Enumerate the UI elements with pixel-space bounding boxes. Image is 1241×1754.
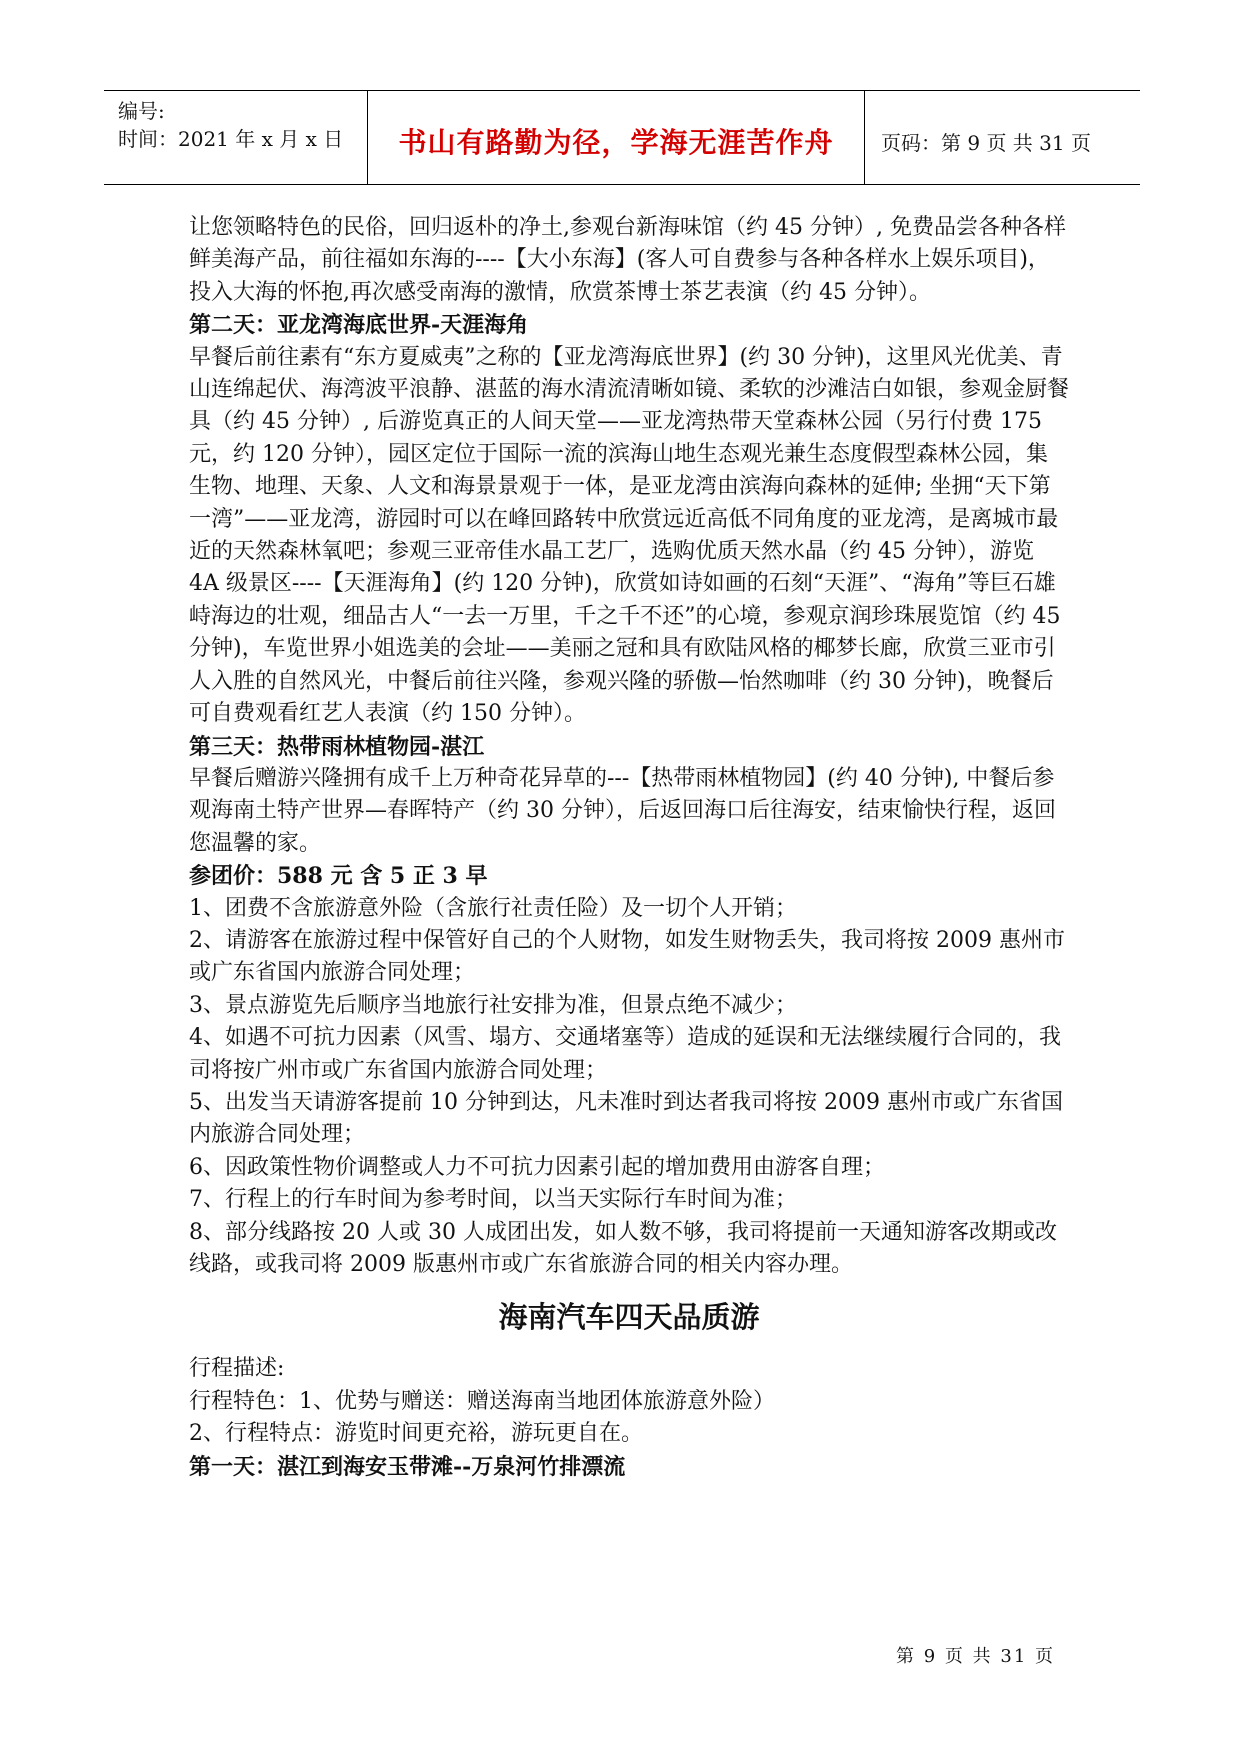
header-page-cell <box>865 91 1140 184</box>
paragraph: 2、行程特点：游览时间更充裕，游玩更自在。 <box>189 1421 643 1447</box>
note-item: 4、如遇不可抗力因素（风雪、塌方、交通堵塞等）造成的延误和无法继续履行合同的，我司将按广州市或广东省国内旅游合同处理； <box>189 1025 1062 1083</box>
paragraph: 行程描述: <box>189 1356 285 1382</box>
note-item: 2、请游客在旅游过程中保管好自己的个人财物，如发生财物丢失，我司将按 2009 惠州市或广东省国内旅游合同处理； <box>189 927 1065 986</box>
note-item: 7、行程上的行车时间为参考时间，以当天实际行车时间为准； <box>189 1187 797 1213</box>
section-title: 海南汽车四天品质游 <box>498 1300 760 1335</box>
paragraph: 早餐后赠游兴隆拥有成千上万种奇花异草的---【热带雨林植物园】(约 40 分钟), 中餐后参观海南土特产世界—春晖特产（约 30 分钟），后返回海口后往海安，结束愉快行程，返回您温馨的家。 <box>189 765 1056 856</box>
page-header <box>104 90 1140 185</box>
document-date: 时间：2021 年 x 月 x 日 <box>118 127 344 151</box>
document-body <box>189 212 1069 1483</box>
header-motto-cell <box>368 91 865 184</box>
header-page-number: 页码：第 9 页 共 31 页 <box>881 131 1091 155</box>
price-heading: 参团价：588 元 含 5 正 3 早 <box>189 863 488 890</box>
note-item: 3、景点游览先后顺序当地旅行社安排为准，但景点绝不减少； <box>189 992 797 1018</box>
header-motto: 书山有路勤为径，学海无涯苦作舟 <box>398 126 834 159</box>
paragraph: 早餐后前往素有“东方夏威夷”之称的【亚龙湾海底世界】(约 30 分钟)，这里风光优美、青山连绵起伏、海湾波平浪静、湛蓝的海水清流清晰如镜、柔软的沙滩洁白如银，参观金厨餐具（约 45 分钟）, 后游览真正的人间天堂——亚龙湾热带天堂森林公园（另行付费 175 元，约 120 分钟），园区定位于国际一流的滨海山地生态观光兼生态度假型森林公园，集生物、地理、天象、人文和海景景观于一体，是亚龙湾由滨海向森林的延伸; 坐拥“天下第一湾”——亚龙湾，游园时可以在峰回路转中欣赏远近高低不同角度的亚龙湾，是离城市最近的天然森林氧吧；参观三亚帝佳水晶工艺厂，选购优质天然水晶（约 45 分钟），游览 4A 级景区----【天涯海角】(约 120 分钟)，欣赏如诗如画的石刻“天涯”、“海角”等巨石雄峙海边的壮观，细品古人“一去一万里，千之千不还”的心境，参观京润珍珠展览馆（约 45 分钟)，车览世界小姐选美的会址——美丽之冠和具有欧陆风格的椰梦长廊，欣赏三亚市引人入胜的自然风光，中餐后前往兴隆，参观兴隆的骄傲—怡然咖啡（约 30 分钟)，晚餐后可自费观看红艺人表演（约 150 分钟）。 <box>189 344 1070 727</box>
note-item: 1、团费不含旅游意外险（含旅行社责任险）及一切个人开销； <box>189 895 797 921</box>
paragraph: 让您领略特色的民俗，回归返朴的净土,参观台新海味馆（约 45 分钟）, 免费品尝各种各样鲜美海产品，前往福如东海的----【大小东海】(客人可自费参与各种各样水上娱乐项目)，投入大海的怀抱,再次感受南海的激情，欣赏茶博士茶艺表演（约 45 分钟）。 <box>189 215 1066 305</box>
day-heading: 第三天：热带雨林植物园-湛江 <box>189 733 485 760</box>
note-item: 8、部分线路按 20 人或 30 人成团出发，如人数不够，我司将提前一天通知游客改期或改线路，或我司将 2009 版惠州市或广东省旅游合同的相关内容办理。 <box>189 1219 1057 1277</box>
document-number-label: 编号: <box>118 99 165 123</box>
day-heading: 第一天：湛江到海安玉带滩--万泉河竹排漂流 <box>189 1453 626 1480</box>
day-heading: 第二天：亚龙湾海底世界-天涯海角 <box>189 312 529 339</box>
paragraph: 行程特色：1、优势与赠送：赠送海南当地团体旅游意外险） <box>189 1388 775 1414</box>
page-footer: 第 9 页 共 31 页 <box>896 1646 1055 1667</box>
note-item: 5、出发当天请游客提前 10 分钟到达，凡未准时到达者我司将按 2009 惠州市或广东省国内旅游合同处理； <box>189 1089 1063 1148</box>
note-item: 6、因政策性物价调整或人力不可抗力因素引起的增加费用由游客自理； <box>189 1154 885 1180</box>
header-info-cell <box>104 91 368 184</box>
